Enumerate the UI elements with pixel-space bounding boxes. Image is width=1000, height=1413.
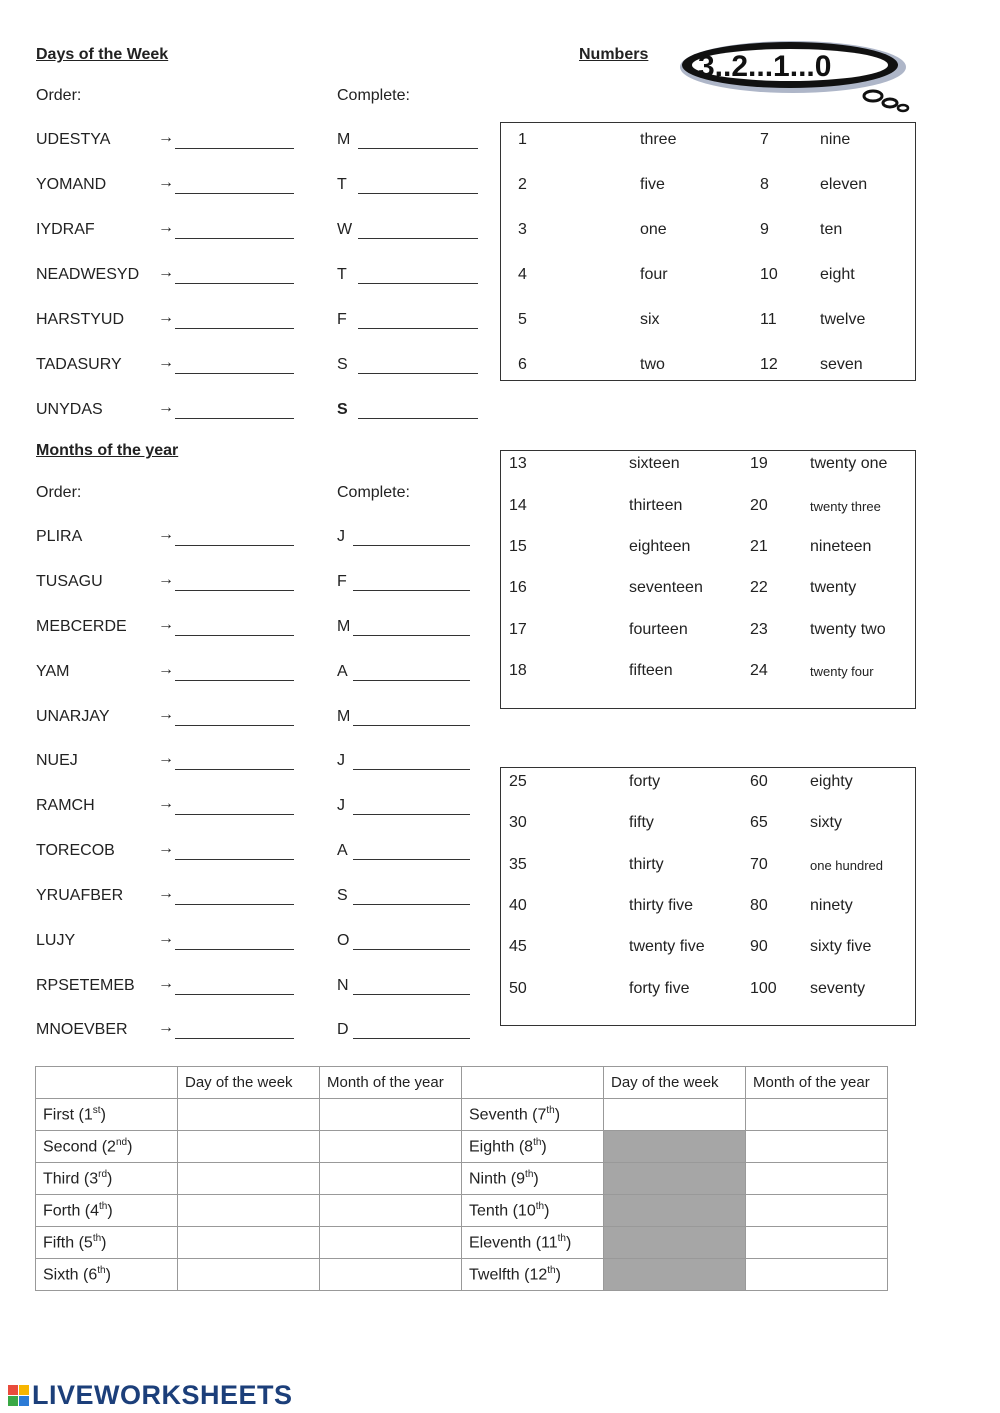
answer-line-month[interactable] xyxy=(175,949,294,950)
number-word: sixteen xyxy=(629,455,680,472)
table-header-cell xyxy=(36,1067,178,1099)
complete-line-month[interactable] xyxy=(353,725,470,726)
ordinal-num: 6 xyxy=(88,1266,98,1284)
number-word: eleven xyxy=(820,176,868,193)
number-word: forty xyxy=(629,773,661,790)
paren: ) xyxy=(127,1138,133,1156)
arrow-icon: → xyxy=(158,706,174,723)
number-digit: 5 xyxy=(518,311,527,328)
answer-line-month[interactable] xyxy=(175,769,294,770)
number-digit: 25 xyxy=(509,773,527,790)
number-word: twenty three xyxy=(810,499,881,514)
number-word: fourteen xyxy=(629,621,688,638)
number-digit: 40 xyxy=(509,897,527,914)
number-digit: 70 xyxy=(750,856,768,873)
number-digit: 45 xyxy=(509,938,527,955)
number-digit: 12 xyxy=(760,356,778,373)
complete-line-month[interactable] xyxy=(353,859,470,860)
complete-line-month[interactable] xyxy=(353,814,470,815)
arrow-icon: → xyxy=(158,129,174,146)
number-digit: 15 xyxy=(509,538,527,555)
ordinal-word: Second xyxy=(43,1138,98,1156)
answer-cell-day[interactable] xyxy=(604,1195,746,1227)
number-word: eight xyxy=(820,266,855,283)
complete-line-month[interactable] xyxy=(353,635,470,636)
complete-line-day[interactable] xyxy=(358,283,478,284)
paren: ( xyxy=(79,1170,90,1188)
number-word: nine xyxy=(820,131,851,148)
answer-line-month[interactable] xyxy=(175,859,294,860)
paren: ( xyxy=(78,1266,89,1284)
month-initial: M xyxy=(337,618,351,635)
ordinal-label xyxy=(462,1195,604,1227)
ordinal-word: Ninth xyxy=(469,1170,507,1188)
ordinal-suffix: th xyxy=(92,1232,102,1244)
days-order-label: Order: xyxy=(36,87,82,104)
ordinal-word: Eleventh xyxy=(469,1234,532,1252)
number-digit: 18 xyxy=(509,662,527,679)
answer-cell-month[interactable] xyxy=(320,1227,462,1259)
answer-cell-month[interactable] xyxy=(320,1099,462,1131)
scrambled-month: RAMCH xyxy=(36,797,95,814)
number-digit: 11 xyxy=(760,311,777,328)
answer-cell-day[interactable] xyxy=(178,1163,320,1195)
ordinal-word: Seventh xyxy=(469,1106,528,1124)
scrambled-day: HARSTYUD xyxy=(36,311,125,328)
number-word: four xyxy=(640,266,668,283)
ordinal-label xyxy=(36,1195,178,1227)
ordinal-num: 8 xyxy=(524,1138,534,1156)
number-digit: 13 xyxy=(509,455,527,472)
table-header-cell: Month of the year xyxy=(746,1067,888,1099)
scrambled-month: NUEJ xyxy=(36,752,78,769)
answer-cell-month[interactable] xyxy=(320,1195,462,1227)
answer-line-day[interactable] xyxy=(175,418,294,419)
ordinal-word: Eighth xyxy=(469,1138,515,1156)
complete-line-day[interactable] xyxy=(358,328,478,329)
ordinal-label xyxy=(462,1163,604,1195)
day-initial: T xyxy=(337,266,347,283)
number-word: one hundred xyxy=(810,858,884,873)
ordinal-word: Tenth xyxy=(469,1202,509,1220)
number-word: twenty five xyxy=(629,938,705,955)
paren: ) xyxy=(533,1170,539,1188)
day-initial: W xyxy=(337,221,353,238)
countdown-text: 3..2...1...0 xyxy=(698,50,832,83)
number-digit: 90 xyxy=(750,938,768,955)
number-word: twenty four xyxy=(810,664,874,679)
answer-cell-day[interactable] xyxy=(604,1163,746,1195)
paren: ( xyxy=(527,1106,538,1124)
table-header-cell: Month of the year xyxy=(320,1067,462,1099)
numbers-title: Numbers xyxy=(579,46,649,63)
days-title: Days of the Week xyxy=(36,46,169,63)
number-digit: 17 xyxy=(509,621,527,638)
paren: ( xyxy=(80,1202,91,1220)
complete-line-day[interactable] xyxy=(358,193,478,194)
complete-line-month[interactable] xyxy=(353,769,470,770)
paren: ( xyxy=(97,1138,108,1156)
arrow-icon: → xyxy=(158,750,174,767)
day-initial: S xyxy=(337,356,348,373)
ordinal-num: 1 xyxy=(83,1106,93,1124)
number-digit: 2 xyxy=(518,176,527,193)
day-initial: M xyxy=(337,131,351,148)
number-digit: 4 xyxy=(518,266,527,283)
complete-line-month[interactable] xyxy=(353,994,470,995)
month-initial: N xyxy=(337,977,349,994)
month-initial: J xyxy=(337,797,345,814)
number-word: seventeen xyxy=(629,579,703,596)
scrambled-month: TORECOB xyxy=(36,842,115,859)
ordinal-word: Fifth xyxy=(43,1234,75,1252)
answer-cell-month[interactable] xyxy=(746,1195,888,1227)
paren: ) xyxy=(566,1234,572,1252)
paren: ) xyxy=(105,1266,111,1284)
number-box-1 xyxy=(500,122,916,381)
ordinal-suffix: th xyxy=(533,1136,542,1148)
answer-cell-month[interactable] xyxy=(320,1131,462,1163)
paren: ) xyxy=(107,1170,113,1188)
answer-line-month[interactable] xyxy=(175,904,294,905)
arrow-icon: → xyxy=(158,616,174,633)
scrambled-month: YRUAFBER xyxy=(36,887,124,904)
number-word: twelve xyxy=(820,311,866,328)
number-word: seventy xyxy=(810,980,866,997)
number-digit: 35 xyxy=(509,856,527,873)
answer-line-month[interactable] xyxy=(175,590,294,591)
number-digit: 24 xyxy=(750,662,768,679)
month-initial: M xyxy=(337,708,351,725)
ordinal-suffix: rd xyxy=(98,1168,108,1180)
month-initial: A xyxy=(337,663,348,680)
ordinal-suffix: th xyxy=(546,1104,555,1116)
ordinal-word: Forth xyxy=(43,1202,81,1220)
answer-cell-month[interactable] xyxy=(746,1163,888,1195)
countdown-bubble-icon xyxy=(678,38,914,114)
table-row xyxy=(36,1227,888,1259)
answer-line-month[interactable] xyxy=(175,725,294,726)
number-word: thirty five xyxy=(629,897,694,914)
number-digit: 60 xyxy=(750,773,768,790)
number-word: six xyxy=(640,311,660,328)
days-complete-label: Complete: xyxy=(337,87,410,104)
ordinal-table xyxy=(35,1066,888,1291)
scrambled-day: YOMAND xyxy=(36,176,107,193)
arrow-icon: → xyxy=(158,1019,174,1036)
answer-line-month[interactable] xyxy=(175,545,294,546)
arrow-icon: → xyxy=(158,661,174,678)
answer-cell-month[interactable] xyxy=(746,1099,888,1131)
ordinal-label xyxy=(36,1131,178,1163)
ordinal-suffix: th xyxy=(547,1264,556,1276)
months-order-label: Order: xyxy=(36,484,82,501)
scrambled-month: YAM xyxy=(36,663,70,680)
paren: ) xyxy=(100,1106,106,1124)
number-word: three xyxy=(640,131,677,148)
number-word: five xyxy=(640,176,665,193)
paren: ( xyxy=(531,1234,542,1252)
arrow-icon: → xyxy=(158,571,174,588)
table-header-row xyxy=(36,1067,888,1099)
ordinal-num: 3 xyxy=(89,1170,99,1188)
ordinal-word: First xyxy=(43,1106,75,1124)
answer-cell-month[interactable] xyxy=(746,1131,888,1163)
answer-cell-month[interactable] xyxy=(746,1259,888,1291)
answer-cell-day[interactable] xyxy=(604,1099,746,1131)
table-row xyxy=(36,1131,888,1163)
number-digit: 23 xyxy=(750,621,768,638)
scrambled-month: MNOEVBER xyxy=(36,1021,128,1038)
paren: ) xyxy=(544,1202,550,1220)
ordinal-suffix: th xyxy=(557,1232,566,1244)
number-digit: 21 xyxy=(750,538,768,555)
number-word: ninety xyxy=(810,897,853,914)
scrambled-day: UDESTYA xyxy=(36,131,111,148)
arrow-icon: → xyxy=(158,526,174,543)
ordinal-label xyxy=(36,1163,178,1195)
table-row xyxy=(36,1195,888,1227)
number-digit: 100 xyxy=(750,980,777,997)
complete-line-month[interactable] xyxy=(353,590,470,591)
number-digit: 6 xyxy=(518,356,527,373)
number-word: thirteen xyxy=(629,497,683,514)
liveworksheets-brand: LIVEWORKSHEETS xyxy=(32,1380,293,1410)
ordinal-word: Third xyxy=(43,1170,80,1188)
answer-line-month[interactable] xyxy=(175,680,294,681)
number-digit: 80 xyxy=(750,897,768,914)
number-word: forty five xyxy=(629,980,690,997)
months-complete-label: Complete: xyxy=(337,484,410,501)
answer-line-day[interactable] xyxy=(175,283,294,284)
scrambled-month: TUSAGU xyxy=(36,573,103,590)
paren: ) xyxy=(555,1266,561,1284)
month-initial: J xyxy=(337,752,345,769)
day-initial: S xyxy=(337,401,348,418)
ordinal-suffix: th xyxy=(535,1200,545,1212)
ordinal-label xyxy=(462,1131,604,1163)
number-digit: 16 xyxy=(509,579,527,596)
paren: ) xyxy=(541,1138,547,1156)
ordinal-num: 11 xyxy=(541,1234,558,1252)
ordinal-label xyxy=(36,1227,178,1259)
ordinal-num: 9 xyxy=(516,1170,526,1188)
ordinal-suffix: th xyxy=(525,1168,534,1180)
answer-cell-day[interactable] xyxy=(604,1131,746,1163)
ordinal-num: 12 xyxy=(529,1266,548,1284)
paren: ( xyxy=(508,1202,518,1220)
scrambled-day: NEADWESYD xyxy=(36,266,140,283)
complete-line-day[interactable] xyxy=(358,148,478,149)
answer-line-month[interactable] xyxy=(175,814,294,815)
ordinal-label xyxy=(36,1259,178,1291)
number-word: fifty xyxy=(629,814,654,831)
ordinal-suffix: st xyxy=(92,1104,101,1116)
answer-cell-month[interactable] xyxy=(320,1163,462,1195)
answer-cell-month[interactable] xyxy=(746,1227,888,1259)
scrambled-day: UNYDAS xyxy=(36,401,103,418)
complete-line-month[interactable] xyxy=(353,949,470,950)
ordinal-label xyxy=(462,1259,604,1291)
number-word: ten xyxy=(820,221,843,238)
scrambled-day: IYDRAF xyxy=(36,221,95,238)
answer-line-month[interactable] xyxy=(175,1038,294,1039)
answer-cell-day[interactable] xyxy=(178,1227,320,1259)
number-word: twenty one xyxy=(810,455,888,472)
number-digit: 22 xyxy=(750,579,768,596)
number-digit: 50 xyxy=(509,980,527,997)
number-word: eighty xyxy=(810,773,853,790)
arrow-icon: → xyxy=(158,840,174,857)
table-header-cell xyxy=(462,1067,604,1099)
answer-cell-day[interactable] xyxy=(178,1259,320,1291)
ordinal-suffix: th xyxy=(97,1264,106,1276)
number-word: twenty two xyxy=(810,621,886,638)
answer-line-day[interactable] xyxy=(175,328,294,329)
paren: ( xyxy=(74,1234,84,1252)
arrow-icon: → xyxy=(158,309,174,326)
ordinal-num: 4 xyxy=(90,1202,100,1220)
number-word: thirty xyxy=(629,856,664,873)
answer-cell-month[interactable] xyxy=(320,1259,462,1291)
table-row xyxy=(36,1099,888,1131)
arrow-icon: → xyxy=(158,399,174,416)
arrow-icon: → xyxy=(158,930,174,947)
paren: ( xyxy=(514,1138,525,1156)
number-word: sixty five xyxy=(810,938,872,955)
ordinal-label xyxy=(462,1099,604,1131)
scrambled-month: RPSETEMEB xyxy=(36,977,135,994)
paren: ( xyxy=(506,1170,517,1188)
number-word: nineteen xyxy=(810,538,872,555)
arrow-icon: → xyxy=(158,264,174,281)
paren: ) xyxy=(101,1234,107,1252)
answer-line-month[interactable] xyxy=(175,635,294,636)
complete-line-month[interactable] xyxy=(353,680,470,681)
number-digit: 3 xyxy=(518,221,527,238)
complete-line-day[interactable] xyxy=(358,238,478,239)
number-word: twenty xyxy=(810,579,857,596)
day-initial: F xyxy=(337,311,347,328)
number-word: fifteen xyxy=(629,662,673,679)
number-digit: 65 xyxy=(750,814,768,831)
answer-cell-day[interactable] xyxy=(604,1259,746,1291)
scrambled-month: PLIRA xyxy=(36,528,83,545)
paren: ( xyxy=(519,1266,530,1284)
month-initial: S xyxy=(337,887,348,904)
ordinal-num: 7 xyxy=(537,1106,547,1124)
month-initial: O xyxy=(337,932,350,949)
table-header-cell: Day of the week xyxy=(604,1067,746,1099)
months-title: Months of the year xyxy=(36,442,179,459)
ordinal-suffix: th xyxy=(99,1200,108,1212)
day-initial: T xyxy=(337,176,347,193)
arrow-icon: → xyxy=(158,975,174,992)
arrow-icon: → xyxy=(158,795,174,812)
number-word: two xyxy=(640,356,665,373)
ordinal-num: 10 xyxy=(517,1202,536,1220)
scrambled-month: LUJY xyxy=(36,932,76,949)
answer-line-day[interactable] xyxy=(175,193,294,194)
answer-cell-day[interactable] xyxy=(604,1227,746,1259)
paren: ) xyxy=(554,1106,561,1124)
number-digit: 19 xyxy=(750,455,768,472)
month-initial: D xyxy=(337,1021,349,1038)
table-row xyxy=(36,1163,888,1195)
liveworksheets-logo xyxy=(8,1380,293,1411)
ordinal-num: 5 xyxy=(83,1234,93,1252)
number-digit: 7 xyxy=(760,131,769,148)
liveworksheets-logo-icon xyxy=(8,1385,30,1407)
ordinal-word: Sixth xyxy=(43,1266,79,1284)
arrow-icon: → xyxy=(158,174,174,191)
month-initial: A xyxy=(337,842,348,859)
complete-line-month[interactable] xyxy=(353,904,470,905)
complete-line-day[interactable] xyxy=(358,418,478,419)
scrambled-month: UNARJAY xyxy=(36,708,110,725)
answer-line-month[interactable] xyxy=(175,994,294,995)
arrow-icon: → xyxy=(158,354,174,371)
answer-cell-day[interactable] xyxy=(178,1195,320,1227)
arrow-icon: → xyxy=(158,219,174,236)
complete-line-month[interactable] xyxy=(353,545,470,546)
number-digit: 9 xyxy=(760,221,769,238)
number-word: eighteen xyxy=(629,538,691,555)
complete-line-month[interactable] xyxy=(353,1038,470,1039)
number-digit: 10 xyxy=(760,266,778,283)
arrow-icon: → xyxy=(158,885,174,902)
number-digit: 8 xyxy=(760,176,769,193)
number-digit: 30 xyxy=(509,814,527,831)
number-digit: 20 xyxy=(750,497,768,514)
answer-line-day[interactable] xyxy=(175,373,294,374)
ordinal-num: 2 xyxy=(107,1138,116,1156)
ordinal-label xyxy=(36,1099,178,1131)
month-initial: J xyxy=(337,528,345,545)
ordinal-label xyxy=(462,1227,604,1259)
paren: ( xyxy=(74,1106,84,1124)
answer-line-day[interactable] xyxy=(175,238,294,239)
answer-cell-day[interactable] xyxy=(178,1099,320,1131)
number-word: one xyxy=(640,221,667,238)
number-digit: 1 xyxy=(518,131,527,148)
answer-cell-day[interactable] xyxy=(178,1131,320,1163)
paren: ) xyxy=(107,1202,113,1220)
number-word: sixty xyxy=(810,814,842,831)
table-row xyxy=(36,1259,888,1291)
scrambled-month: MEBCERDE xyxy=(36,618,127,635)
answer-line-day[interactable] xyxy=(175,148,294,149)
number-digit: 14 xyxy=(509,497,527,514)
ordinal-suffix: nd xyxy=(115,1136,128,1148)
number-word: seven xyxy=(820,356,863,373)
scrambled-day: TADASURY xyxy=(36,356,122,373)
table-header-cell: Day of the week xyxy=(178,1067,320,1099)
month-initial: F xyxy=(337,573,347,590)
ordinal-word: Twelfth xyxy=(469,1266,520,1284)
complete-line-day[interactable] xyxy=(358,373,478,374)
